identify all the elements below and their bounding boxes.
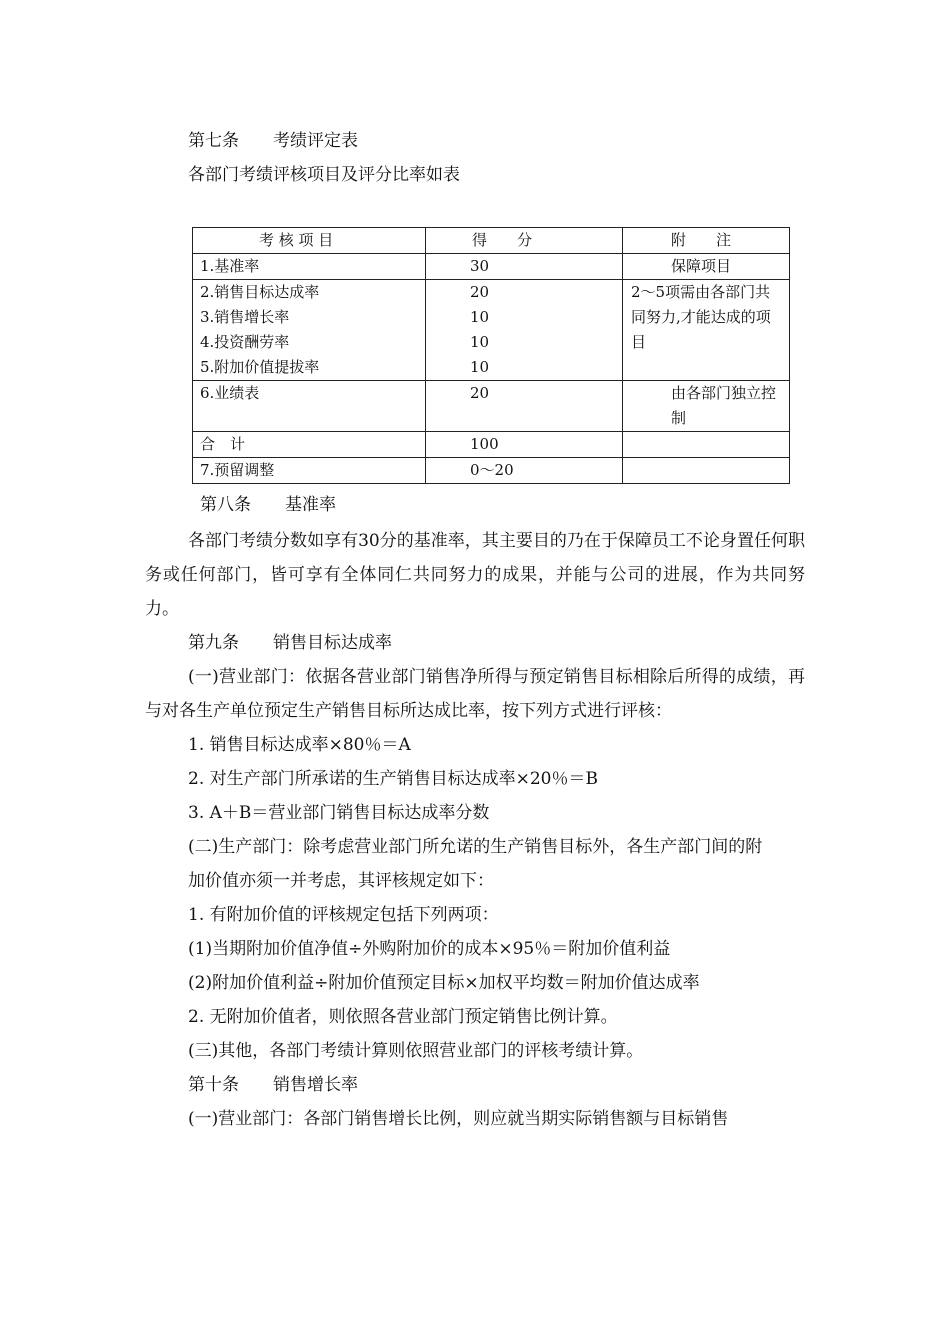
header-note: 附 注 — [623, 228, 790, 254]
article-7-title: 考绩评定表 — [273, 131, 358, 151]
article-9-item-5: (1)当期附加价值净值÷外购附加价的成本×95％＝附加价值利益 — [188, 939, 671, 959]
article-8-title: 基准率 — [285, 495, 336, 515]
row-score: 20 — [470, 283, 490, 301]
header-score: 得 分 — [426, 228, 623, 254]
article-10-label: 第十条 — [188, 1075, 239, 1095]
article-7-label: 第七条 — [188, 131, 239, 151]
article-9-item-4: 1. 有附加价值的评核规定包括下列两项： — [188, 905, 499, 925]
article-9-paragraph-2: (二)生产部门：除考虑营业部门所允诺的生产销售目标外，各生产部门间的附 — [188, 837, 763, 857]
article-9-label: 第九条 — [188, 633, 239, 653]
row-item: 2.销售目标达成率 — [200, 283, 320, 301]
article-9-title: 销售目标达成率 — [273, 633, 392, 653]
row-score: 10 — [470, 333, 490, 351]
article-9-heading — [145, 626, 805, 660]
article-7-heading — [188, 126, 358, 151]
row-item: 3.销售增长率 — [200, 308, 290, 326]
row-score: 20 — [426, 381, 623, 432]
row-note: 保障项目 — [623, 254, 790, 280]
article-8-heading — [145, 490, 805, 520]
row-item: 7.预留调整 — [193, 458, 426, 484]
article-9-paragraph-4: (三)其他，各部门考绩计算则依照营业部门的评核考绩计算。 — [188, 1041, 644, 1061]
article-9-item-7: 2. 无附加价值者，则依照各营业部门预定销售比例计算。 — [188, 1007, 618, 1027]
row-item: 合 计 — [193, 432, 426, 458]
row-score: 0～20 — [426, 458, 623, 484]
article-9-item-1: 1. 销售目标达成率×80％＝A — [188, 735, 411, 755]
row-item: 4.投资酬劳率 — [200, 333, 290, 351]
article-9-item-3: 3. A＋B＝营业部门销售目标达成率分数 — [188, 803, 490, 823]
table-row — [193, 432, 790, 458]
article-9-item-2: 2. 对生产部门所承诺的生产销售目标达成率×20％＝B — [188, 769, 598, 789]
table-row — [193, 254, 790, 280]
row-note: 由各部门独立控制 — [623, 381, 790, 432]
table-row — [193, 458, 790, 484]
row-item: 1.基准率 — [193, 254, 426, 280]
table-header-row — [193, 228, 790, 254]
article-10-paragraph-1: (一)营业部门：各部门销售增长比例，则应就当期实际销售额与目标销售 — [188, 1109, 729, 1129]
article-9-paragraph-1: (一)营业部门：依据各营业部门销售净所得与预定销售目标相除后所得的成绩，再与对各生产单位预定生产销售目标所达成比率，按下列方式进行评核： — [145, 667, 805, 721]
article-8-label: 第八条 — [200, 495, 251, 515]
table-intro: 各部门考绩评核项目及评分比率如表 — [188, 165, 460, 185]
row-scores-group — [426, 280, 623, 381]
row-score: 10 — [470, 308, 490, 326]
article-9-item-6: (2)附加价值利益÷附加价值预定目标×加权平均数＝附加价值达成率 — [188, 973, 700, 993]
score-table — [192, 227, 790, 484]
row-score: 100 — [426, 432, 623, 458]
row-score: 30 — [426, 254, 623, 280]
header-item: 考 核 项 目 — [193, 228, 426, 254]
row-items-group — [193, 280, 426, 381]
row-note: 2～5项需由各部门共同努力,才能达成的项目 — [623, 280, 790, 381]
article-8-text: 各部门考绩分数如享有30分的基准率，其主要目的乃在于保障员工不论身置任何职务或任何部门，皆可享有全体同仁共同努力的成果，并能与公司的进展，作为共同努力。 — [145, 531, 805, 619]
table-row — [193, 381, 790, 432]
row-item: 6.业绩表 — [193, 381, 426, 432]
row-score: 10 — [470, 358, 490, 376]
document-body — [145, 490, 805, 1136]
article-10-heading — [145, 1068, 805, 1102]
row-item: 5.附加价值提拔率 — [200, 358, 320, 376]
article-10-title: 销售增长率 — [273, 1075, 358, 1095]
row-note — [623, 458, 790, 484]
table-row — [193, 280, 790, 381]
article-9-paragraph-3: 加价值亦须一并考虑，其评核规定如下： — [188, 871, 494, 891]
row-note — [623, 432, 790, 458]
